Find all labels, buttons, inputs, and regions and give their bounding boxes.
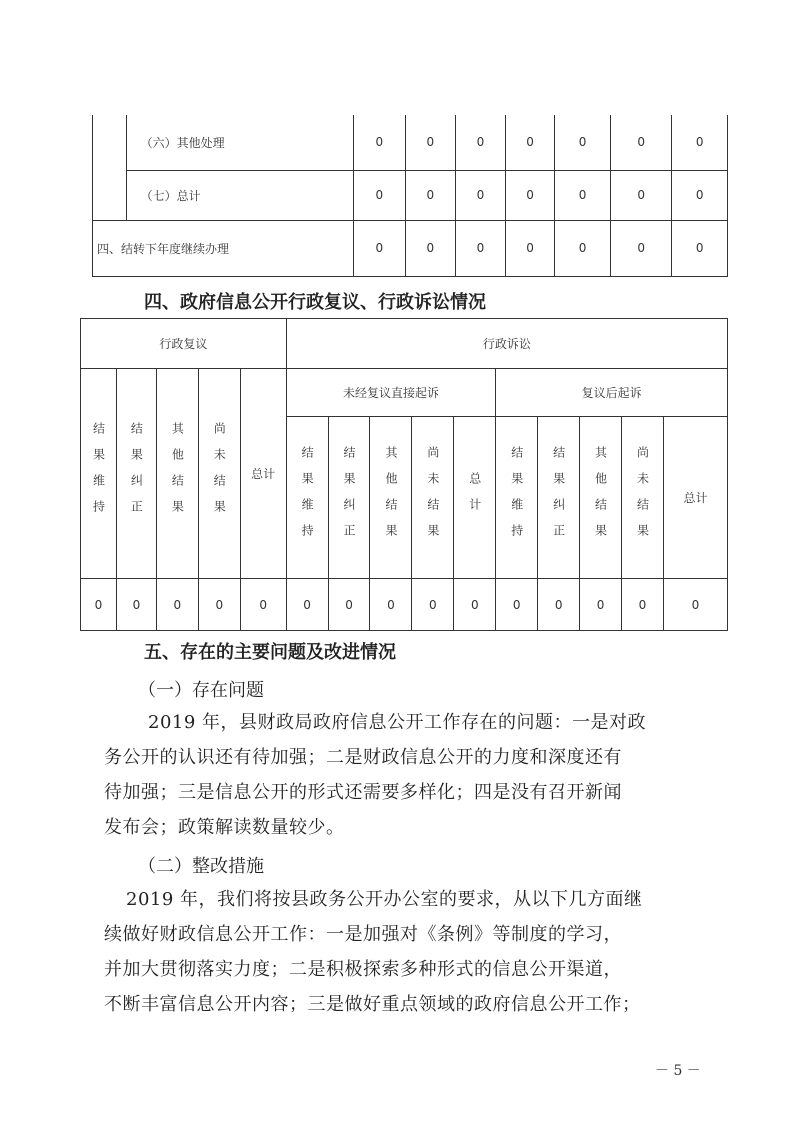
col-header: 总计 — [240, 369, 286, 579]
cell-value: 0 — [412, 579, 454, 631]
cell-value: 0 — [198, 579, 240, 631]
cell-value: 0 — [456, 115, 506, 170]
subsection-title: （一）存在问题 — [138, 680, 264, 701]
row-label: （七）总计 — [126, 170, 353, 220]
row-label: 四、结转下年度继续办理 — [93, 220, 354, 276]
col-header: 结果维持 — [300, 445, 315, 550]
cell-value: 0 — [456, 170, 506, 220]
cell-value: 0 — [505, 220, 555, 276]
cell-value: 0 — [555, 170, 611, 220]
col-header: 尚未结果 — [425, 445, 440, 550]
cell-value: 0 — [116, 579, 156, 631]
paragraph-problems — [104, 705, 744, 845]
cell-value: 0 — [672, 115, 728, 170]
cell-value: 0 — [610, 220, 671, 276]
text-line: 并加大贯彻落实力度；二是积极探索多种形式的信息公开渠道， — [104, 959, 622, 980]
text-line: 不断丰富信息公开内容；三是做好重点领域的政府信息公开工作； — [104, 994, 641, 1015]
cell-value: 0 — [456, 220, 506, 276]
text-line: 2019 年，县财政局政府信息公开工作存在的问题：一是对政 — [148, 712, 647, 733]
cell-value: 0 — [328, 579, 370, 631]
col-header: 结果维持 — [91, 421, 106, 526]
col-header: 尚未结果 — [635, 445, 650, 550]
cell-value: 0 — [353, 170, 405, 220]
col-header: 结果纠正 — [551, 445, 566, 550]
cell-value: 0 — [610, 115, 671, 170]
cell-value: 0 — [505, 115, 555, 170]
col-header: 总计 — [663, 417, 727, 579]
cell-value: 0 — [370, 579, 412, 631]
disposal-table — [92, 115, 728, 277]
header-litigation: 行政诉讼 — [286, 319, 727, 369]
cell-value: 0 — [240, 579, 286, 631]
page-number: － 5 － — [655, 1063, 701, 1079]
col-header: 其他结果 — [593, 445, 608, 550]
cell-value: 0 — [353, 220, 405, 276]
cell-value: 0 — [81, 579, 117, 631]
cell-value: 0 — [672, 170, 728, 220]
cell-value: 0 — [663, 579, 727, 631]
cell-value: 0 — [496, 579, 538, 631]
col-header: 其他结果 — [383, 445, 398, 550]
row-label: （六）其他处理 — [126, 115, 353, 170]
col-header: 结果维持 — [509, 445, 524, 550]
header-after: 复议后起诉 — [496, 369, 728, 417]
cell-value: 0 — [555, 115, 611, 170]
cell-value: 0 — [538, 579, 580, 631]
col-header: 总计 — [467, 471, 482, 524]
subsection-title: （二）整改措施 — [138, 856, 264, 877]
cell-value: 0 — [353, 115, 405, 170]
indent-cell — [93, 115, 127, 220]
cell-value: 0 — [555, 220, 611, 276]
header-direct: 未经复议直接起诉 — [286, 369, 496, 417]
paragraph-measures — [104, 882, 744, 1022]
text-line: 待加强；三是信息公开的形式还需要多样化；四是没有召开新闻 — [104, 782, 622, 803]
col-header: 结果纠正 — [129, 421, 144, 526]
cell-value: 0 — [156, 579, 198, 631]
text-line: 续做好财政信息公开工作：一是加强对《条例》等制度的学习， — [104, 924, 622, 945]
section-title: 四、政府信息公开行政复议、行政诉讼情况 — [144, 292, 486, 313]
review-litigation-table — [80, 318, 728, 631]
col-header: 尚未结果 — [212, 421, 227, 526]
cell-value: 0 — [505, 170, 555, 220]
cell-value: 0 — [610, 170, 671, 220]
cell-value: 0 — [405, 220, 456, 276]
cell-value: 0 — [454, 579, 496, 631]
section-title: 五、存在的主要问题及改进情况 — [144, 642, 396, 663]
cell-value: 0 — [672, 220, 728, 276]
cell-value: 0 — [405, 170, 456, 220]
text-line: 发布会；政策解读数量较少。 — [104, 817, 345, 838]
col-header: 其他结果 — [170, 421, 185, 526]
col-header: 结果纠正 — [342, 445, 357, 550]
text-line: 2019 年，我们将按县政务公开办公室的要求，从以下几方面继 — [126, 889, 643, 910]
cell-value: 0 — [286, 579, 328, 631]
cell-value: 0 — [580, 579, 622, 631]
text-line: 务公开的认识还有待加强；二是财政信息公开的力度和深度还有 — [104, 747, 622, 768]
cell-value: 0 — [622, 579, 664, 631]
header-review: 行政复议 — [81, 319, 287, 369]
cell-value: 0 — [405, 115, 456, 170]
